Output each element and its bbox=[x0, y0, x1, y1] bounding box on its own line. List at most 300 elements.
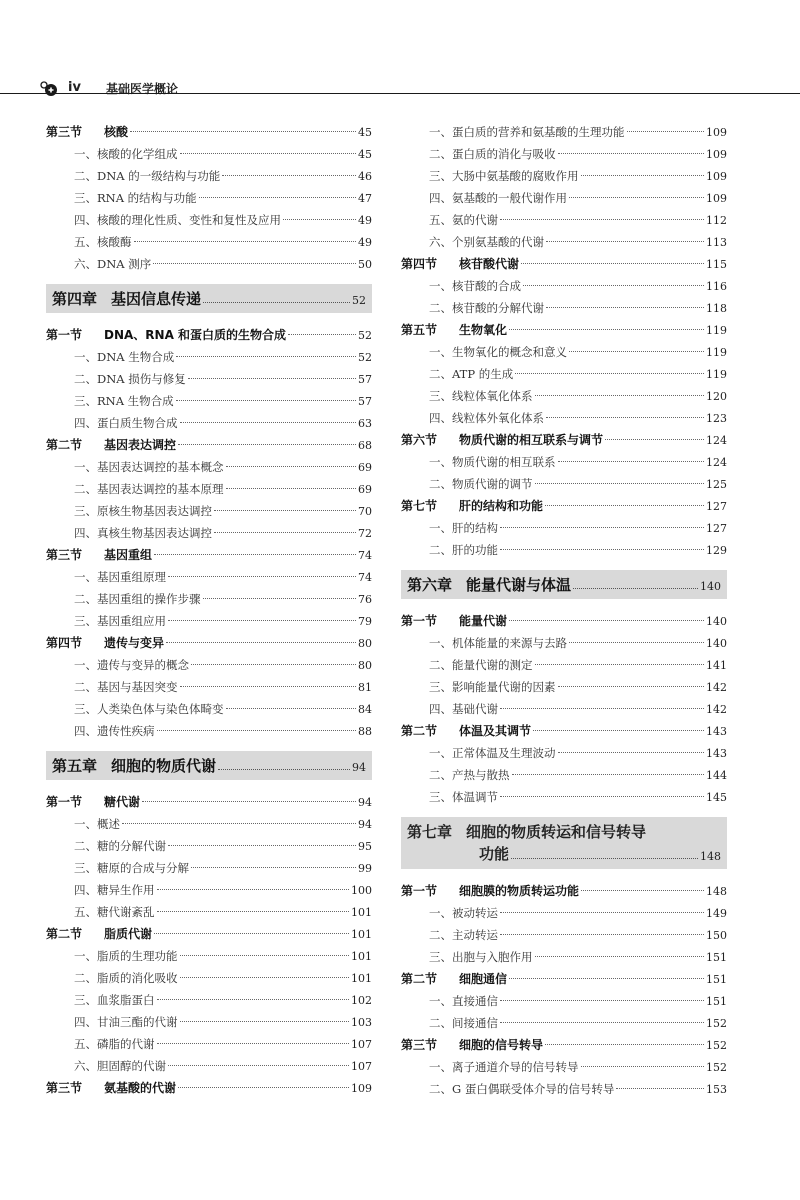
section-name: 脂质代谢 bbox=[104, 927, 153, 941]
dot-leader bbox=[605, 439, 704, 440]
dot-leader bbox=[509, 978, 704, 979]
toc-item[interactable] bbox=[401, 946, 727, 968]
section-name: 基因表达调控 bbox=[104, 438, 177, 452]
toc-item-title: 一、核酸的化学组成 bbox=[74, 147, 178, 161]
toc-page-number: 107 bbox=[351, 1038, 372, 1051]
dot-leader bbox=[168, 576, 356, 577]
dot-leader bbox=[157, 999, 350, 1000]
dot-leader bbox=[616, 1088, 704, 1089]
toc-item[interactable] bbox=[46, 253, 372, 275]
section-name: 能量代谢 bbox=[459, 614, 508, 628]
toc-item[interactable] bbox=[46, 390, 372, 412]
toc-section-title bbox=[46, 1077, 176, 1099]
toc-item[interactable] bbox=[401, 121, 727, 143]
toc-item-title: 一、肝的结构 bbox=[429, 521, 498, 535]
dot-leader bbox=[180, 955, 350, 956]
dot-leader bbox=[142, 801, 356, 802]
dot-leader bbox=[203, 598, 357, 599]
toc-item-title: 二、脂质的消化吸收 bbox=[74, 971, 178, 985]
toc-item-title: 三、人类染色体与染色体畸变 bbox=[74, 702, 224, 716]
toc-section[interactable] bbox=[401, 610, 727, 632]
toc-item-title: 二、物质代谢的调节 bbox=[429, 477, 533, 491]
toc-item[interactable] bbox=[46, 654, 372, 676]
dot-leader bbox=[500, 1022, 704, 1023]
dot-leader bbox=[581, 175, 705, 176]
toc-item[interactable] bbox=[46, 1011, 372, 1033]
toc-section[interactable] bbox=[46, 434, 372, 456]
section-number: 第三节 bbox=[46, 125, 83, 139]
toc-page-number: 150 bbox=[706, 929, 727, 942]
section-name: 细胞膜的物质转运功能 bbox=[459, 884, 580, 898]
toc-item-title: 一、被动转运 bbox=[429, 906, 498, 920]
toc-section-title bbox=[401, 253, 519, 275]
toc-page-number: 50 bbox=[358, 258, 372, 271]
section-name: DNA、RNA 和蛋白质的生物合成 bbox=[104, 328, 287, 342]
toc-item[interactable] bbox=[401, 209, 727, 231]
toc-left-column bbox=[46, 121, 372, 1099]
dot-leader bbox=[581, 1066, 705, 1067]
toc-section-title bbox=[401, 319, 507, 341]
toc-item-title: 二、能量代谢的测定 bbox=[429, 658, 533, 672]
toc-section-title bbox=[46, 923, 152, 945]
toc-item[interactable] bbox=[401, 902, 727, 924]
toc-section[interactable] bbox=[401, 253, 727, 275]
toc-item[interactable] bbox=[401, 698, 727, 720]
section-number: 第二节 bbox=[46, 438, 83, 452]
toc-section-title bbox=[401, 495, 543, 517]
section-name: 氨基酸的代谢 bbox=[104, 1081, 177, 1095]
toc-page-number: 149 bbox=[706, 907, 727, 920]
toc-item[interactable] bbox=[46, 522, 372, 544]
dot-leader bbox=[180, 422, 357, 423]
toc-item[interactable] bbox=[401, 654, 727, 676]
toc-item-title: 五、磷脂的代谢 bbox=[74, 1037, 155, 1051]
toc-section[interactable] bbox=[401, 319, 727, 341]
dot-leader bbox=[180, 977, 350, 978]
section-number: 第三节 bbox=[46, 1081, 83, 1095]
toc-section-title bbox=[401, 880, 579, 902]
section-number: 第一节 bbox=[46, 795, 83, 809]
dot-leader bbox=[535, 483, 705, 484]
toc-item[interactable] bbox=[46, 698, 372, 720]
dot-leader bbox=[153, 263, 356, 264]
toc-page-number: 81 bbox=[358, 681, 372, 694]
dot-leader bbox=[214, 532, 356, 533]
toc-page-number: 95 bbox=[358, 840, 372, 853]
dot-leader bbox=[500, 934, 704, 935]
toc-page-number: 141 bbox=[706, 659, 727, 672]
dot-leader bbox=[573, 588, 698, 589]
chapter-name-continued: 功能 bbox=[479, 845, 510, 863]
toc-section[interactable] bbox=[401, 720, 727, 742]
toc-item-title: 四、真核生物基因表达调控 bbox=[74, 526, 212, 540]
dot-leader bbox=[535, 956, 705, 957]
toc-page-number: 101 bbox=[351, 950, 372, 963]
section-name: 生物氧化 bbox=[459, 323, 508, 337]
toc-page-number: 145 bbox=[706, 791, 727, 804]
toc-page-number: 151 bbox=[706, 973, 727, 986]
dot-leader bbox=[288, 334, 356, 335]
toc-page-number: 68 bbox=[358, 439, 372, 452]
toc-item-title: 一、基因表达调控的基本概念 bbox=[74, 460, 224, 474]
toc-item[interactable] bbox=[401, 764, 727, 786]
toc-item-title: 一、离子通道介导的信号转导 bbox=[429, 1060, 579, 1074]
toc-item-title: 四、蛋白质生物合成 bbox=[74, 416, 178, 430]
toc-item-title: 二、DNA 损伤与修复 bbox=[74, 372, 186, 386]
section-number: 第七节 bbox=[401, 499, 438, 513]
dot-leader bbox=[178, 1087, 349, 1088]
toc-section[interactable] bbox=[401, 880, 727, 902]
dot-leader bbox=[569, 642, 704, 643]
dot-leader bbox=[521, 263, 704, 264]
toc-section-title bbox=[46, 324, 286, 346]
toc-item-title: 二、间接通信 bbox=[429, 1016, 498, 1030]
dot-leader bbox=[500, 1000, 704, 1001]
toc-page-number: 151 bbox=[706, 995, 727, 1008]
chapter-number: 第七章 bbox=[407, 823, 453, 841]
toc-item-title: 一、DNA 生物合成 bbox=[74, 350, 175, 364]
toc-item-title: 六、DNA 测序 bbox=[74, 257, 152, 271]
section-name: 糖代谢 bbox=[104, 795, 141, 809]
toc-page-number: 127 bbox=[706, 522, 727, 535]
toc-item-title: 三、影响能量代谢的因素 bbox=[429, 680, 556, 694]
toc-item[interactable] bbox=[46, 209, 372, 231]
toc-page-number: 151 bbox=[706, 951, 727, 964]
toc-item[interactable] bbox=[401, 786, 727, 808]
toc-section[interactable] bbox=[46, 324, 372, 346]
toc-section[interactable] bbox=[401, 429, 727, 451]
toc-section-title bbox=[46, 434, 176, 456]
dot-leader bbox=[130, 131, 356, 132]
dot-leader bbox=[157, 1043, 350, 1044]
toc-item[interactable] bbox=[401, 924, 727, 946]
toc-item[interactable] bbox=[46, 187, 372, 209]
toc-item-title: 三、原核生物基因表达调控 bbox=[74, 504, 212, 518]
toc-section[interactable] bbox=[46, 1077, 372, 1099]
dot-leader bbox=[154, 933, 349, 934]
dot-leader bbox=[558, 752, 705, 753]
toc-page-number: 72 bbox=[358, 527, 372, 540]
toc-item-title: 二、ATP 的生成 bbox=[429, 367, 514, 381]
dot-leader bbox=[500, 708, 704, 709]
chapter-title bbox=[407, 574, 571, 595]
section-name: 物质代谢的相互联系与调节 bbox=[459, 433, 604, 447]
dot-leader bbox=[533, 730, 704, 731]
toc-item-title: 二、主动转运 bbox=[429, 928, 498, 942]
toc-page-number: 45 bbox=[358, 126, 372, 139]
toc-page-number: 119 bbox=[706, 346, 727, 359]
dot-leader bbox=[157, 911, 350, 912]
toc-section-title bbox=[46, 632, 164, 654]
toc-item-title: 四、糖异生作用 bbox=[74, 883, 155, 897]
toc-page-number: 101 bbox=[351, 972, 372, 985]
toc-item[interactable] bbox=[46, 1055, 372, 1077]
toc-page-number: 76 bbox=[358, 593, 372, 606]
toc-item-title: 四、基础代谢 bbox=[429, 702, 498, 716]
toc-page-number: 143 bbox=[706, 747, 727, 760]
toc-item[interactable] bbox=[46, 989, 372, 1011]
toc-page-number: 140 bbox=[706, 637, 727, 650]
toc-item-title: 三、糖原的合成与分解 bbox=[74, 861, 189, 875]
toc-item[interactable] bbox=[46, 720, 372, 742]
toc-page-number: 100 bbox=[351, 884, 372, 897]
dot-leader bbox=[515, 373, 704, 374]
dot-leader bbox=[546, 241, 704, 242]
toc-page-number: 101 bbox=[351, 906, 372, 919]
toc-item[interactable] bbox=[46, 610, 372, 632]
toc-item[interactable] bbox=[46, 1033, 372, 1055]
toc-item[interactable] bbox=[401, 473, 727, 495]
dot-leader bbox=[500, 219, 704, 220]
toc-item[interactable] bbox=[46, 368, 372, 390]
section-name: 体温及其调节 bbox=[459, 724, 532, 738]
toc-item-title: 四、遗传性疾病 bbox=[74, 724, 155, 738]
toc-item-title: 六、个别氨基酸的代谢 bbox=[429, 235, 544, 249]
toc-item-title: 三、RNA 的结构与功能 bbox=[74, 191, 197, 205]
toc-item[interactable] bbox=[46, 901, 372, 923]
dot-leader bbox=[509, 620, 704, 621]
toc-item-title: 六、胆固醇的代谢 bbox=[74, 1059, 166, 1073]
dot-leader bbox=[500, 549, 704, 550]
dot-leader bbox=[199, 197, 356, 198]
dot-leader bbox=[569, 351, 704, 352]
toc-page-number: 125 bbox=[706, 478, 727, 491]
toc-chapter[interactable] bbox=[401, 570, 727, 599]
toc-page-number: 124 bbox=[706, 456, 727, 469]
toc-section-title bbox=[401, 1034, 543, 1056]
toc-item[interactable] bbox=[46, 835, 372, 857]
dot-leader bbox=[226, 488, 357, 489]
toc-page-number: 101 bbox=[351, 928, 372, 941]
toc-page-number: 102 bbox=[351, 994, 372, 1007]
toc-page-number: 112 bbox=[706, 214, 727, 227]
toc-section-title bbox=[46, 791, 140, 813]
toc-item[interactable] bbox=[401, 632, 727, 654]
toc-section-title bbox=[46, 544, 152, 566]
toc-item-title: 三、大肠中氨基酸的腐败作用 bbox=[429, 169, 579, 183]
toc-item[interactable] bbox=[46, 500, 372, 522]
toc-page-number: 140 bbox=[700, 580, 721, 593]
toc-section-title bbox=[401, 610, 507, 632]
toc-item[interactable] bbox=[401, 539, 727, 561]
toc-section[interactable] bbox=[46, 632, 372, 654]
toc-page-number: 142 bbox=[706, 681, 727, 694]
toc-item-title: 一、蛋白质的营养和氨基酸的生理功能 bbox=[429, 125, 625, 139]
toc-item[interactable] bbox=[401, 1078, 727, 1100]
toc-page-number: 88 bbox=[358, 725, 372, 738]
toc-item-title: 三、出胞与入胞作用 bbox=[429, 950, 533, 964]
section-number: 第一节 bbox=[46, 328, 83, 342]
toc-page-number: 52 bbox=[358, 329, 372, 342]
toc-item-title: 四、氨基酸的一般代谢作用 bbox=[429, 191, 567, 205]
toc-item-title: 二、产热与散热 bbox=[429, 768, 510, 782]
toc-page-number: 152 bbox=[706, 1017, 727, 1030]
toc-item-title: 一、物质代谢的相互联系 bbox=[429, 455, 556, 469]
toc-item[interactable] bbox=[46, 566, 372, 588]
toc-item[interactable] bbox=[401, 275, 727, 297]
toc-section-title bbox=[401, 429, 603, 451]
toc-item[interactable] bbox=[401, 143, 727, 165]
toc-item[interactable] bbox=[46, 412, 372, 434]
toc-item[interactable] bbox=[401, 385, 727, 407]
chapter-number: 第五章 bbox=[52, 757, 98, 775]
toc-page-number: 69 bbox=[358, 461, 372, 474]
page-number: iv bbox=[68, 80, 81, 95]
toc-item[interactable] bbox=[46, 456, 372, 478]
toc-page-number: 140 bbox=[706, 615, 727, 628]
toc-item[interactable] bbox=[401, 363, 727, 385]
toc-item[interactable] bbox=[46, 478, 372, 500]
toc-page-number: 148 bbox=[706, 885, 727, 898]
toc-item[interactable] bbox=[401, 676, 727, 698]
toc-section[interactable] bbox=[46, 791, 372, 813]
dot-leader bbox=[168, 1065, 349, 1066]
toc-page-number: 119 bbox=[706, 324, 727, 337]
chapter-name: 细胞的物质代谢 bbox=[111, 757, 217, 775]
toc-section[interactable] bbox=[46, 121, 372, 143]
toc-item[interactable] bbox=[46, 346, 372, 368]
dot-leader bbox=[178, 444, 356, 445]
dot-leader bbox=[226, 466, 357, 467]
dot-leader bbox=[500, 796, 704, 797]
toc-item[interactable] bbox=[46, 945, 372, 967]
toc-page-number: 143 bbox=[706, 725, 727, 738]
toc-item-title: 一、脂质的生理功能 bbox=[74, 949, 178, 963]
toc-page-number: 148 bbox=[700, 850, 721, 863]
toc-item[interactable] bbox=[401, 451, 727, 473]
toc-item[interactable] bbox=[46, 676, 372, 698]
toc-page-number: 142 bbox=[706, 703, 727, 716]
toc-page-number: 80 bbox=[358, 659, 372, 672]
toc-page-number: 74 bbox=[358, 549, 372, 562]
toc-item[interactable] bbox=[46, 879, 372, 901]
book-logo-icon bbox=[34, 79, 62, 101]
toc-item[interactable] bbox=[46, 231, 372, 253]
dot-leader bbox=[168, 845, 356, 846]
section-number: 第三节 bbox=[46, 548, 83, 562]
toc-section[interactable] bbox=[46, 544, 372, 566]
dot-leader bbox=[523, 285, 704, 286]
chapter-title bbox=[52, 288, 201, 309]
toc-item[interactable] bbox=[401, 742, 727, 764]
dot-leader bbox=[122, 823, 356, 824]
toc-page-number: 107 bbox=[351, 1060, 372, 1073]
toc-item[interactable] bbox=[401, 341, 727, 363]
toc-page-number: 94 bbox=[358, 818, 372, 831]
toc-section[interactable] bbox=[401, 495, 727, 517]
toc-item[interactable] bbox=[46, 967, 372, 989]
section-number: 第一节 bbox=[401, 614, 438, 628]
toc-item-title: 二、核苷酸的分解代谢 bbox=[429, 301, 544, 315]
section-name: 遗传与变异 bbox=[104, 636, 165, 650]
toc-page-number: 80 bbox=[358, 637, 372, 650]
toc-item-title: 二、糖的分解代谢 bbox=[74, 839, 166, 853]
toc-item-title: 一、概述 bbox=[74, 817, 120, 831]
toc-page-number: 109 bbox=[351, 1082, 372, 1095]
toc-page-number: 129 bbox=[706, 544, 727, 557]
toc-section[interactable] bbox=[401, 968, 727, 990]
toc-chapter[interactable] bbox=[46, 751, 372, 780]
book-title: 基础医学概论 bbox=[106, 82, 179, 96]
toc-item[interactable] bbox=[401, 187, 727, 209]
toc-page-number: 109 bbox=[706, 148, 727, 161]
toc-item[interactable] bbox=[46, 143, 372, 165]
toc-page-number: 103 bbox=[351, 1016, 372, 1029]
dot-leader bbox=[546, 307, 704, 308]
dot-leader bbox=[188, 378, 356, 379]
dot-leader bbox=[569, 197, 704, 198]
toc-page-number: 123 bbox=[706, 412, 727, 425]
toc-item[interactable] bbox=[401, 231, 727, 253]
dot-leader bbox=[535, 664, 705, 665]
toc-page-number: 46 bbox=[358, 170, 372, 183]
toc-item-title: 二、基因重组的操作步骤 bbox=[74, 592, 201, 606]
toc-page-number: 94 bbox=[358, 796, 372, 809]
toc-page-number: 119 bbox=[706, 368, 727, 381]
dot-leader bbox=[511, 858, 698, 859]
toc-item[interactable] bbox=[401, 407, 727, 429]
dot-leader bbox=[191, 664, 356, 665]
toc-chapter[interactable] bbox=[46, 284, 372, 313]
section-name: 基因重组 bbox=[104, 548, 153, 562]
dot-leader bbox=[558, 153, 705, 154]
chapter-title-line2 bbox=[407, 843, 721, 865]
dot-leader bbox=[535, 395, 705, 396]
toc-page-number: 79 bbox=[358, 615, 372, 628]
toc-page-number: 74 bbox=[358, 571, 372, 584]
toc-page-number: 52 bbox=[352, 294, 366, 307]
dot-leader bbox=[176, 356, 356, 357]
toc-item[interactable] bbox=[401, 990, 727, 1012]
dot-leader bbox=[500, 527, 704, 528]
toc-item[interactable] bbox=[46, 588, 372, 610]
toc-item-title: 三、线粒体氧化体系 bbox=[429, 389, 533, 403]
dot-leader bbox=[168, 620, 356, 621]
section-name: 细胞的信号转导 bbox=[459, 1038, 544, 1052]
toc-item[interactable] bbox=[401, 1012, 727, 1034]
toc-item[interactable] bbox=[401, 517, 727, 539]
toc-page-number: 94 bbox=[352, 761, 366, 774]
toc-item[interactable] bbox=[401, 165, 727, 187]
toc-section[interactable] bbox=[46, 923, 372, 945]
toc-section-title bbox=[401, 720, 531, 742]
toc-item-title: 二、基因表达调控的基本原理 bbox=[74, 482, 224, 496]
toc-chapter[interactable] bbox=[401, 817, 727, 869]
toc-page-number: 63 bbox=[358, 417, 372, 430]
toc-section-title bbox=[401, 968, 507, 990]
toc-item[interactable] bbox=[46, 165, 372, 187]
toc-item-title: 五、氨的代谢 bbox=[429, 213, 498, 227]
section-number: 第二节 bbox=[401, 972, 438, 986]
toc-page-number: 118 bbox=[706, 302, 727, 315]
toc-item-title: 三、血浆脂蛋白 bbox=[74, 993, 155, 1007]
toc-page-number: 113 bbox=[706, 236, 727, 249]
toc-page-number: 69 bbox=[358, 483, 372, 496]
dot-leader bbox=[218, 769, 350, 770]
dot-leader bbox=[558, 461, 705, 462]
toc-item[interactable] bbox=[401, 1056, 727, 1078]
toc-page-number: 57 bbox=[358, 395, 372, 408]
toc-item-title: 二、G 蛋白偶联受体介导的信号转导 bbox=[429, 1082, 615, 1096]
toc-section[interactable] bbox=[401, 1034, 727, 1056]
toc-item[interactable] bbox=[46, 857, 372, 879]
dot-leader bbox=[581, 890, 704, 891]
toc-page-number: 99 bbox=[358, 862, 372, 875]
toc-item[interactable] bbox=[46, 813, 372, 835]
toc-item[interactable] bbox=[401, 297, 727, 319]
dot-leader bbox=[166, 642, 356, 643]
dot-leader bbox=[226, 708, 357, 709]
